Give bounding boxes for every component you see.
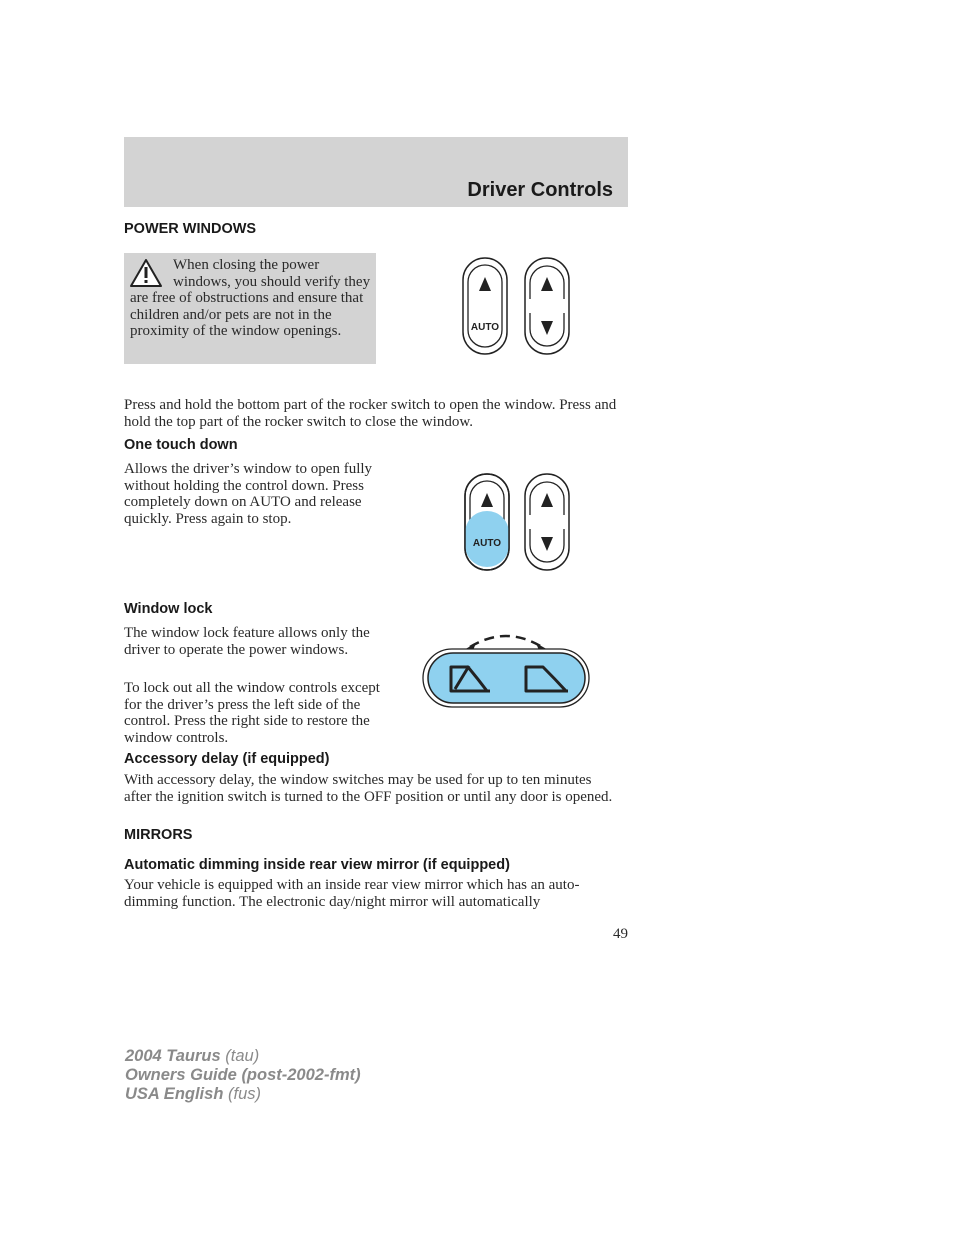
- header-bar: [124, 137, 628, 207]
- footer: [125, 1047, 361, 1104]
- window-lock-body-2: To lock out all the window controls except for the driver’s press the left side of the control. Press the right side to restore the window controls.: [124, 680, 380, 746]
- auto-label: AUTO: [472, 538, 502, 549]
- footer-line-2: Owners Guide (post-2002-fmt): [125, 1066, 361, 1084]
- auto-label: AUTO: [470, 322, 500, 333]
- mirror-body: Your vehicle is equipped with an inside rear view mirror which has an auto-dimming function. The electronic day/night mirror will automatically: [124, 877, 580, 910]
- right-rocker-switch: [525, 258, 569, 354]
- footer-line-1: 2004 Taurus (tau): [125, 1047, 260, 1065]
- accessory-delay-heading: Accessory delay (if equipped): [124, 751, 330, 767]
- window-lock-diagram: [418, 627, 596, 711]
- left-rocker-switch-pressed: [465, 474, 509, 570]
- page-title: Driver Controls: [467, 179, 613, 201]
- page-number: 49: [613, 926, 628, 942]
- warning-box: [124, 253, 376, 364]
- one-touch-body: Allows the driver’s window to open fully without holding the control down. Press completely down on AUTO and release quickly. Press again to stop.: [124, 461, 373, 527]
- window-switch-auto-diagram: [455, 471, 580, 573]
- warning-text: When closing the power windows, you should verify they are free of obstructions and ensure that children and/or pets are not in the proximity of the window openings.: [130, 257, 371, 339]
- mirrors-heading: MIRRORS: [124, 827, 193, 843]
- one-touch-heading: One touch down: [124, 437, 238, 453]
- power-windows-heading: POWER WINDOWS: [124, 221, 257, 237]
- right-rocker-switch: [525, 474, 569, 570]
- footer-line-3: USA English (fus): [125, 1085, 261, 1103]
- window-lock-heading: Window lock: [124, 601, 213, 617]
- left-rocker-switch: [463, 258, 507, 354]
- accessory-delay-body: With accessory delay, the window switches may be used for up to ten minutes after the ignition switch is turned to the OFF position or until any door is opened.: [124, 772, 613, 805]
- window-switch-diagram: [455, 255, 580, 357]
- power-windows-body: Press and hold the bottom part of the rocker switch to open the window. Press and hold the top part of the rocker switch to close the window.: [124, 397, 617, 430]
- window-lock-body-1: The window lock feature allows only the driver to operate the power windows.: [124, 625, 370, 658]
- mirror-subheading: Automatic dimming inside rear view mirror (if equipped): [124, 857, 510, 873]
